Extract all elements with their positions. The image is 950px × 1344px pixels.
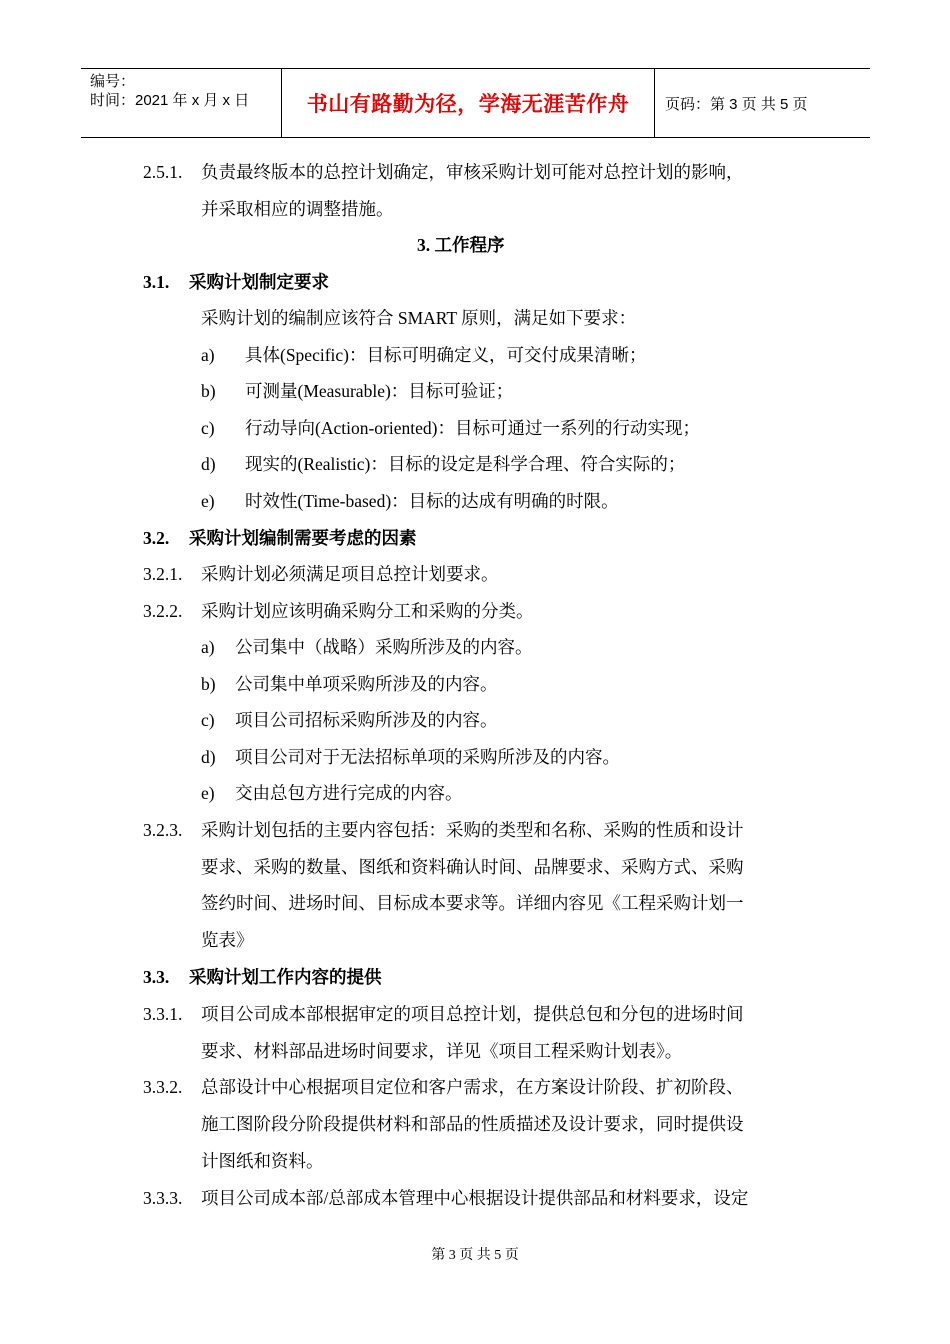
subsection-number: 3.3. [143,967,170,987]
list-marker: d) [201,747,216,767]
list-marker: c) [201,710,215,730]
paragraph-line: 项目公司成本部/总部成本管理中心根据设计提供部品和材料要求，设定 [201,1188,749,1208]
list-item: 项目公司招标采购所涉及的内容。 [235,710,498,730]
paragraph-line: 负责最终版本的总控计划确定，审核采购计划可能对总控计划的影响， [201,162,744,182]
paragraph-line: 采购计划应该明确采购分工和采购的分类。 [201,601,534,621]
clause-number: 3.2.1. [143,564,183,584]
list-item: 具体(Specific)：目标可明确定义，可交付成果清晰； [245,345,647,365]
document-number-label: 编号： [90,73,136,90]
paragraph-line: 并采取相应的调整措施。 [201,199,394,219]
paragraph-line: 采购计划必须满足项目总控计划要求。 [201,564,499,584]
list-item: 项目公司对于无法招标单项的采购所涉及的内容。 [235,747,620,767]
document-date-label: 时间：2021 年 x 月 x 日 [90,92,250,109]
subsection-number: 3.1. [143,272,170,292]
paragraph-line: 览表》 [201,930,254,950]
clause-number: 3.3.2. [143,1077,183,1097]
list-marker: d) [201,454,216,474]
clause-number: 3.2.3. [143,820,183,840]
paragraph-line: 计图纸和资料。 [201,1151,324,1171]
list-item: 可测量(Measurable)：目标可验证； [245,381,514,401]
paragraph-line: 总部设计中心根据项目定位和客户需求，在方案设计阶段、扩初阶段、 [201,1077,744,1097]
clause-number: 3.3.3. [143,1188,183,1208]
subsection-number: 3.2. [143,528,170,548]
paragraph-line: 采购计划的编制应该符合 SMART 原则，满足如下要求： [201,308,637,328]
paragraph-line: 要求、采购的数量、图纸和资料确认时间、品牌要求、采购方式、采购 [201,857,744,877]
clause-number: 2.5.1. [143,162,183,182]
section-heading: 3. 工作程序 [417,235,505,255]
list-item: 公司集中单项采购所涉及的内容。 [235,674,498,694]
list-item: 现实的(Realistic)：目标的设定是科学合理、符合实际的； [245,454,686,474]
header-meta-cell [81,69,282,137]
list-marker: e) [201,491,215,511]
page-header [81,68,870,138]
subsection-heading: 采购计划制定要求 [189,272,329,292]
list-marker: b) [201,381,216,401]
subsection-heading: 采购计划工作内容的提供 [189,967,382,987]
clause-number: 3.3.1. [143,1004,183,1024]
list-marker: b) [201,674,216,694]
list-item: 行动导向(Action-oriented)：目标可通过一系列的行动实现； [245,418,700,438]
list-marker: a) [201,637,215,657]
paragraph-line: 采购计划包括的主要内容包括：采购的类型和名称、采购的性质和设计 [201,820,744,840]
header-motto: 书山有路勤为径，学海无涯苦作舟 [282,69,655,137]
list-item: 交由总包方进行完成的内容。 [235,783,463,803]
page-footer: 第 3 页 共 5 页 [431,1248,519,1263]
paragraph-line: 要求、材料部品进场时间要求，详见《项目工程采购计划表》。 [201,1041,683,1061]
paragraph-line: 施工图阶段分阶段提供材料和部品的性质描述及设计要求，同时提供设 [201,1114,744,1134]
subsection-heading: 采购计划编制需要考虑的因素 [189,528,417,548]
list-item: 公司集中（战略）采购所涉及的内容。 [235,637,533,657]
paragraph-line: 签约时间、进场时间、目标成本要求等。详细内容见《工程采购计划一 [201,893,744,913]
clause-number: 3.2.2. [143,601,183,621]
list-item: 时效性(Time-based)：目标的达成有明确的时限。 [245,491,619,511]
list-marker: a) [201,345,215,365]
list-marker: c) [201,418,215,438]
paragraph-line: 项目公司成本部根据审定的项目总控计划，提供总包和分包的进场时间 [201,1004,744,1024]
list-marker: e) [201,783,215,803]
header-page-number: 页码：第 3 页 共 5 页 [665,96,808,113]
